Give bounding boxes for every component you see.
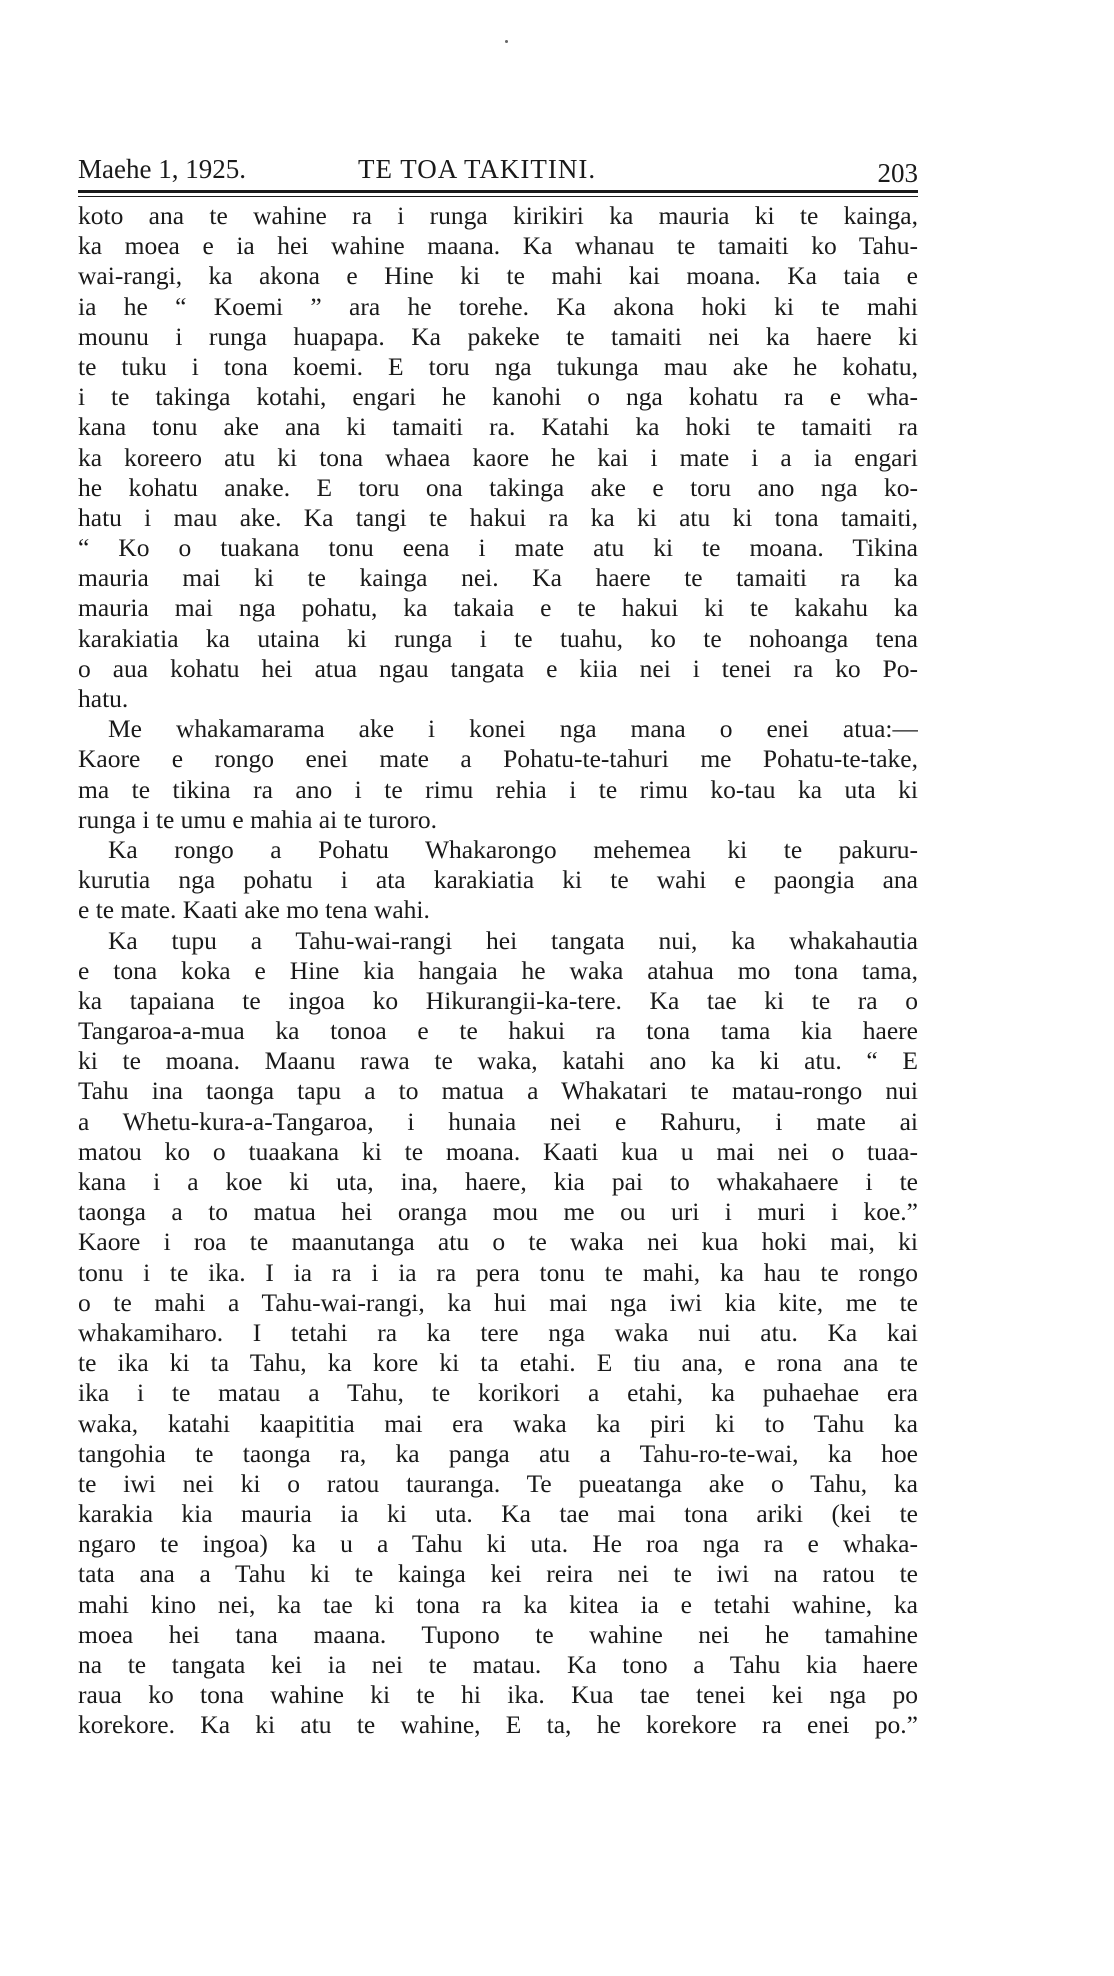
text-line: Kaore e rongo enei mate a Pohatu-te-tahuri me Pohatu-te-take,	[78, 744, 918, 774]
text-line: a Whetu-kura-a-Tangaroa, i hunaia nei e Rahuru, i mate ai	[78, 1106, 918, 1136]
text-line: he kohatu anake. E toru ona takinga ake e toru ano nga ko-	[78, 472, 918, 502]
text-line: e tona koka e Hine kia hangaia he waka atahua mo tona tama,	[78, 955, 918, 985]
text-line: ka tapaiana te ingoa ko Hikurangii-ka-tere. Ka tae ki te ra o	[78, 985, 918, 1015]
text-line: karakiatia ka utaina ki runga i te tuahu, ko te nohoanga tena	[78, 623, 918, 653]
text-line: koto ana te wahine ra i runga kirikiri ka mauria ki te kainga,	[78, 201, 918, 230]
text-line: Me whakamarama ake i konei nga mana o enei atua:—	[108, 714, 918, 744]
text-line: “ Ko o tuakana tonu eena i mate atu ki te moana. Tikina	[78, 533, 918, 563]
text-line: Tangaroa-a-mua ka tonoa e te hakui ra tona tama kia haere	[78, 1016, 918, 1046]
text-line: kurutia nga pohatu i ata karakiatia ki te wahi e paongia ana	[78, 865, 918, 895]
text-line: ia he “ Koemi ” ara he torehe. Ka akona hoki ki te mahi	[78, 291, 918, 321]
text-line: ka moea e ia hei wahine maana. Ka whanau te tamaiti ko Tahu-	[78, 231, 918, 261]
text-line: mounu i runga huapapa. Ka pakeke te tamaiti nei ka haere ki	[78, 321, 918, 351]
text-line: waka, katahi kaapititia mai era waka ka piri ki to Tahu ka	[78, 1408, 918, 1438]
text-line: wai-rangi, ka akona e Hine ki te mahi kai moana. Ka taia e	[78, 261, 918, 291]
text-line: mauria mai ki te kainga nei. Ka haere te tamaiti ra ka	[78, 563, 918, 593]
text-line: kana i a koe ki uta, ina, haere, kia pai to whakahaere i te	[78, 1167, 918, 1196]
text-line: raua ko tona wahine ki te hi ika. Kua tae tenei kei nga po	[78, 1680, 918, 1710]
text-line: ngaro te ingoa) ka u a Tahu ki uta. He roa nga ra e whaka-	[78, 1529, 918, 1559]
text-line: te ika ki ta Tahu, ka kore ki ta etahi. E tiu ana, e rona ana te	[78, 1348, 918, 1378]
text-line: Kaore i roa te maanutanga atu o te waka nei kua hoki mai, ki	[78, 1227, 918, 1257]
text-line: o te mahi a Tahu-wai-rangi, ka hui mai nga iwi kia kite, me te	[78, 1287, 918, 1317]
text-line: tata ana a Tahu ki te kainga kei reira nei te iwi na ratou te	[78, 1559, 918, 1589]
text-line: ma te tikina ra ano i te rimu rehia i te rimu ko-tau ka uta ki	[78, 774, 918, 804]
text-line: ki te moana. Maanu rawa te waka, katahi ano ka ki atu. “ E	[78, 1046, 918, 1076]
text-line: karakia kia mauria ia ki uta. Ka tae mai tona ariki (kei te	[78, 1499, 918, 1529]
text-line: matou ko o tuaakana ki te moana. Kaati kua u mai nei o tuaa-	[78, 1136, 918, 1166]
text-line: whakamiharo. I tetahi ra ka tere nga waka nui atu. Ka kai	[78, 1317, 918, 1347]
text-line: mauria mai nga pohatu, ka takaia e te hakui ki te kakahu ka	[78, 593, 918, 623]
text-line: Ka rongo a Pohatu Whakarongo mehemea ki te pakuru-	[108, 834, 918, 864]
text-line: taonga a to matua hei oranga mou me ou uri i muri i koe.”	[78, 1197, 918, 1227]
text-line: mahi kino nei, ka tae ki tona ra ka kitea ia e tetahi wahine, ka	[78, 1589, 918, 1619]
text-line: tonu i te ika. I ia ra i ia ra pera tonu te mahi, ka hau te rongo	[78, 1257, 918, 1287]
text-line: korekore. Ka ki atu te wahine, E ta, he korekore ra enei po.”	[78, 1710, 918, 1740]
text-line: te tuku i tona koemi. E toru nga tukunga mau ake he kohatu,	[78, 351, 918, 381]
text-line: hatu.	[78, 684, 129, 713]
text-line: moea hei tana maana. Tupono te wahine nei he tamahine	[78, 1619, 918, 1649]
text-line: kana tonu ake ana ki tamaiti ra. Katahi ka hoki te tamaiti ra	[78, 412, 918, 442]
body-text	[78, 201, 918, 1741]
text-line: na te tangata kei ia nei te matau. Ka tono a Tahu kia haere	[78, 1650, 918, 1679]
text-line: e te mate. Kaati ake mo tena wahi.	[78, 895, 430, 925]
text-line: runga i te umu e mahia ai te turoro.	[78, 804, 438, 834]
header-rule-thick	[78, 190, 918, 193]
text-line: i te takinga kotahi, engari he kanohi o nga kohatu ra e wha-	[78, 382, 918, 412]
text-line: ika i te matau a Tahu, te korikori a etahi, ka puhaehae era	[78, 1378, 918, 1408]
header-rule-thin	[78, 196, 918, 197]
text-line: hatu i mau ake. Ka tangi te hakui ra ka ki atu ki tona tamaiti,	[78, 502, 918, 532]
page-number: 203	[877, 158, 918, 188]
running-header	[78, 150, 918, 188]
text-line: Ka tupu a Tahu-wai-rangi hei tangata nui, ka whakahautia	[108, 925, 918, 955]
text-line: tangohia te taonga ra, ka panga atu a Tahu-ro-te-wai, ka hoe	[78, 1438, 918, 1468]
text-line: ka koreero atu ki tona whaea kaore he kai i mate i a ia engari	[78, 442, 918, 472]
header-date: Maehe 1, 1925.	[78, 154, 246, 184]
header-title: TE TOA TAKITINI.	[358, 154, 597, 184]
text-line: Tahu ina taonga tapu a to matua a Whakatari te matau-rongo nui	[78, 1076, 918, 1106]
text-line: te iwi nei ki o ratou tauranga. Te pueatanga ake o Tahu, ka	[78, 1468, 918, 1498]
text-line: o aua kohatu hei atua ngau tangata e kiia nei i tenei ra ko Po-	[78, 653, 918, 683]
speck-mark	[505, 40, 508, 43]
